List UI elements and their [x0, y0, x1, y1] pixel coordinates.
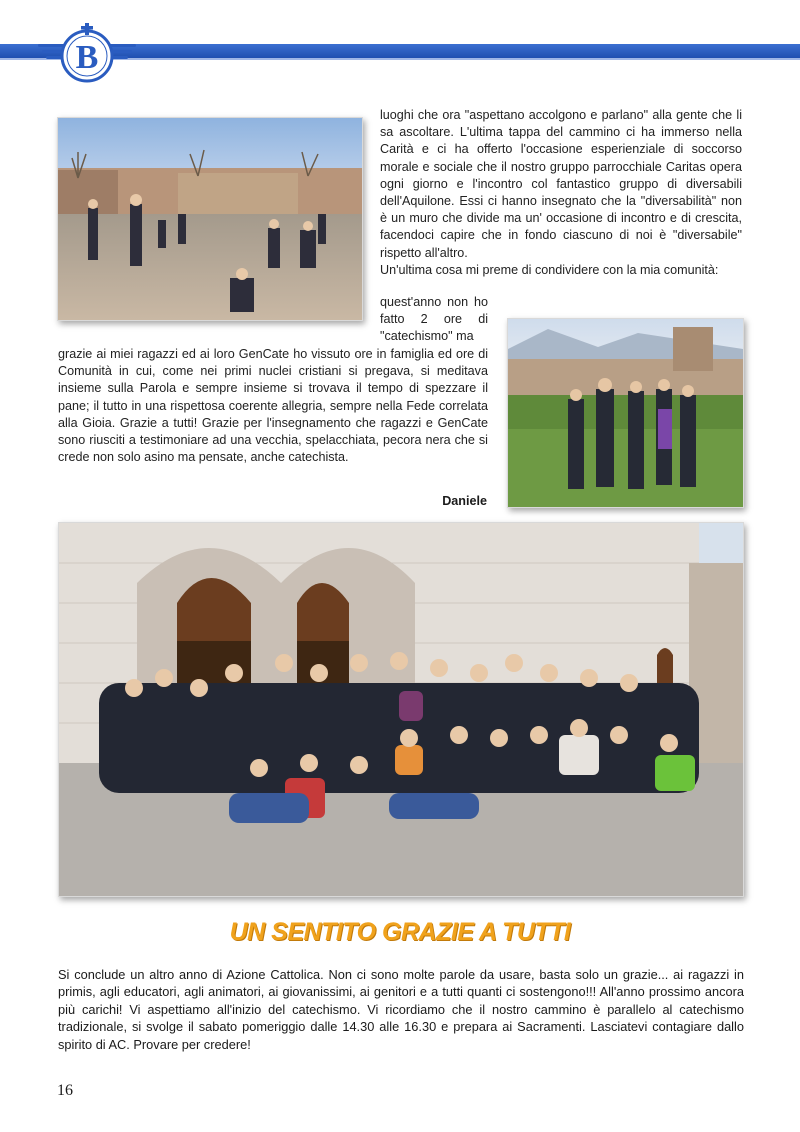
page-number: 16	[57, 1082, 73, 1099]
photo-piazza	[57, 117, 363, 321]
photo-big-group	[58, 522, 744, 897]
paragraph: quest'anno non ho fatto 2 ore di "catechismo" ma	[380, 295, 488, 344]
article-top-right-text	[380, 107, 742, 279]
article-left-text	[58, 346, 488, 466]
svg-text:B: B	[75, 39, 99, 76]
paragraph: grazie ai miei ragazzi ed ai loro GenCate ho vissuto ore in famiglia ed ore di Comunità in cui, come nei primi nuclei cristiani si pregava, si meditava insieme sulla Parola e sempre insieme si trovava il tempo di spezzare il pane; il tutto in una rispettosa coerente allegria, sempre nella Fede correlata alla Gioia. Grazie a tutti! Grazie per l'insegnamento che ragazzi e GenCate sono riusciti a testimoniare ad una vecchia, spelacchiata, pecora nera che si crede non solo asino ma pensate, anche catechista.	[58, 347, 488, 465]
article-narrow-text	[380, 294, 488, 346]
section-body: Si conclude un altro anno di Azione Cattolica. Non ci sono molte parole da usare, basta solo un grazie... ai ragazzi in primis, agli educatori, agli animatori, ai giovanissimi, ai genitori e a tutti quanti ci sostengono!!! All'anno prossimo ancora più carichi! Vi aspettiamo all'inizio del catechismo. Vi ricordiamo che il nostro cammino è parallelo al catechismo tradizionale, si svolge il sabato pomeriggio dalle 14.30 alle 16.30 e prepara ai Sacramenti. Lasciatevi contagiare dallo spirito di AC. Provare per credere!	[58, 967, 744, 1052]
cross-b-logo-icon	[38, 22, 136, 84]
section-headline: UN SENTITO GRAZIE A TUTTI	[229, 918, 571, 946]
paragraph: luoghi che ora "aspettano accolgono e parlano" alla gente che li sa ascoltare. L'ultima tappa del cammino ci ha immerso nella Carità e ci ha offerto l'occasione esperienziale di soccorso morale e sociale che il nostro gruppo parrocchiale Caritas opera ogni giorno e l'incontro col fantastico gruppo di diversabili dell'Aquilone. Essi ci hanno insegnato che la "diversabilità" non è un muro che divide ma un' occasione di incontro e di crescita, facendoci capire che in fondo ciascuno di noi è "diversabile" rispetto all'altro.	[380, 108, 742, 260]
paragraph: Un'ultima cosa mi preme di condividere con la mia comunità:	[380, 262, 719, 277]
article-signature: Daniele	[442, 494, 487, 508]
photo-group-fortress	[507, 318, 744, 508]
